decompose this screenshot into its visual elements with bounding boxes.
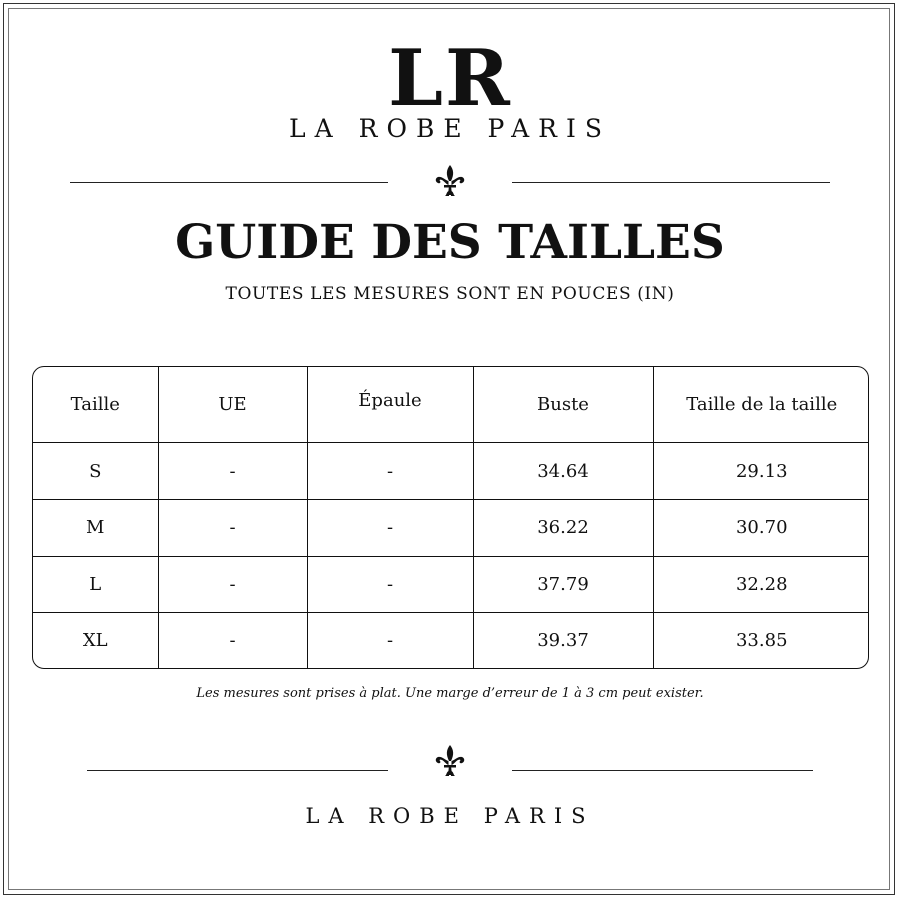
table-row [33,556,869,613]
cell-size: XL [33,613,158,668]
header-eu: UE [158,367,307,443]
divider-left-top [70,182,388,183]
table-row [33,443,869,500]
cell-bust: 34.64 [473,443,653,500]
page-title: GUIDE DES TAILLES [175,215,725,270]
brand-monogram: LR [388,33,512,124]
brand-name-header: LA ROBE PARIS [289,114,611,143]
cell-size: M [33,499,158,556]
cell-bust: 37.79 [473,556,653,613]
cell-waist: 30.70 [653,499,869,556]
fleur-de-lis-icon [432,163,468,199]
cell-eu: - [158,613,307,668]
cell-waist: 33.85 [653,613,869,668]
measurement-note: Les mesures sont prises à plat. Une marge d’erreur de 1 à 3 cm peut exister. [196,686,704,701]
cell-bust: 36.22 [473,499,653,556]
cell-eu: - [158,556,307,613]
table-row [33,613,869,668]
cell-shoulder: - [307,499,473,556]
cell-shoulder: - [307,556,473,613]
cell-eu: - [158,499,307,556]
divider-right-bottom [512,770,813,771]
cell-shoulder: - [307,613,473,668]
brand-name-footer: LA ROBE PARIS [305,804,595,828]
cell-eu: - [158,443,307,500]
header-bust: Buste [473,367,653,443]
page-subtitle: TOUTES LES MESURES SONT EN POUCES (IN) [225,284,675,304]
header-waist: Taille de la taille [653,367,869,443]
cell-size: L [33,556,158,613]
size-table [32,366,869,669]
header-size: Taille [33,367,158,443]
cell-waist: 29.13 [653,443,869,500]
cell-shoulder: - [307,443,473,500]
table-header-row [33,367,869,443]
cell-waist: 32.28 [653,556,869,613]
fleur-de-lis-icon [432,743,468,779]
divider-left-bottom [87,770,388,771]
header-shoulder: Épaule [307,367,473,443]
table-row [33,499,869,556]
divider-right-top [512,182,830,183]
cell-size: S [33,443,158,500]
cell-bust: 39.37 [473,613,653,668]
